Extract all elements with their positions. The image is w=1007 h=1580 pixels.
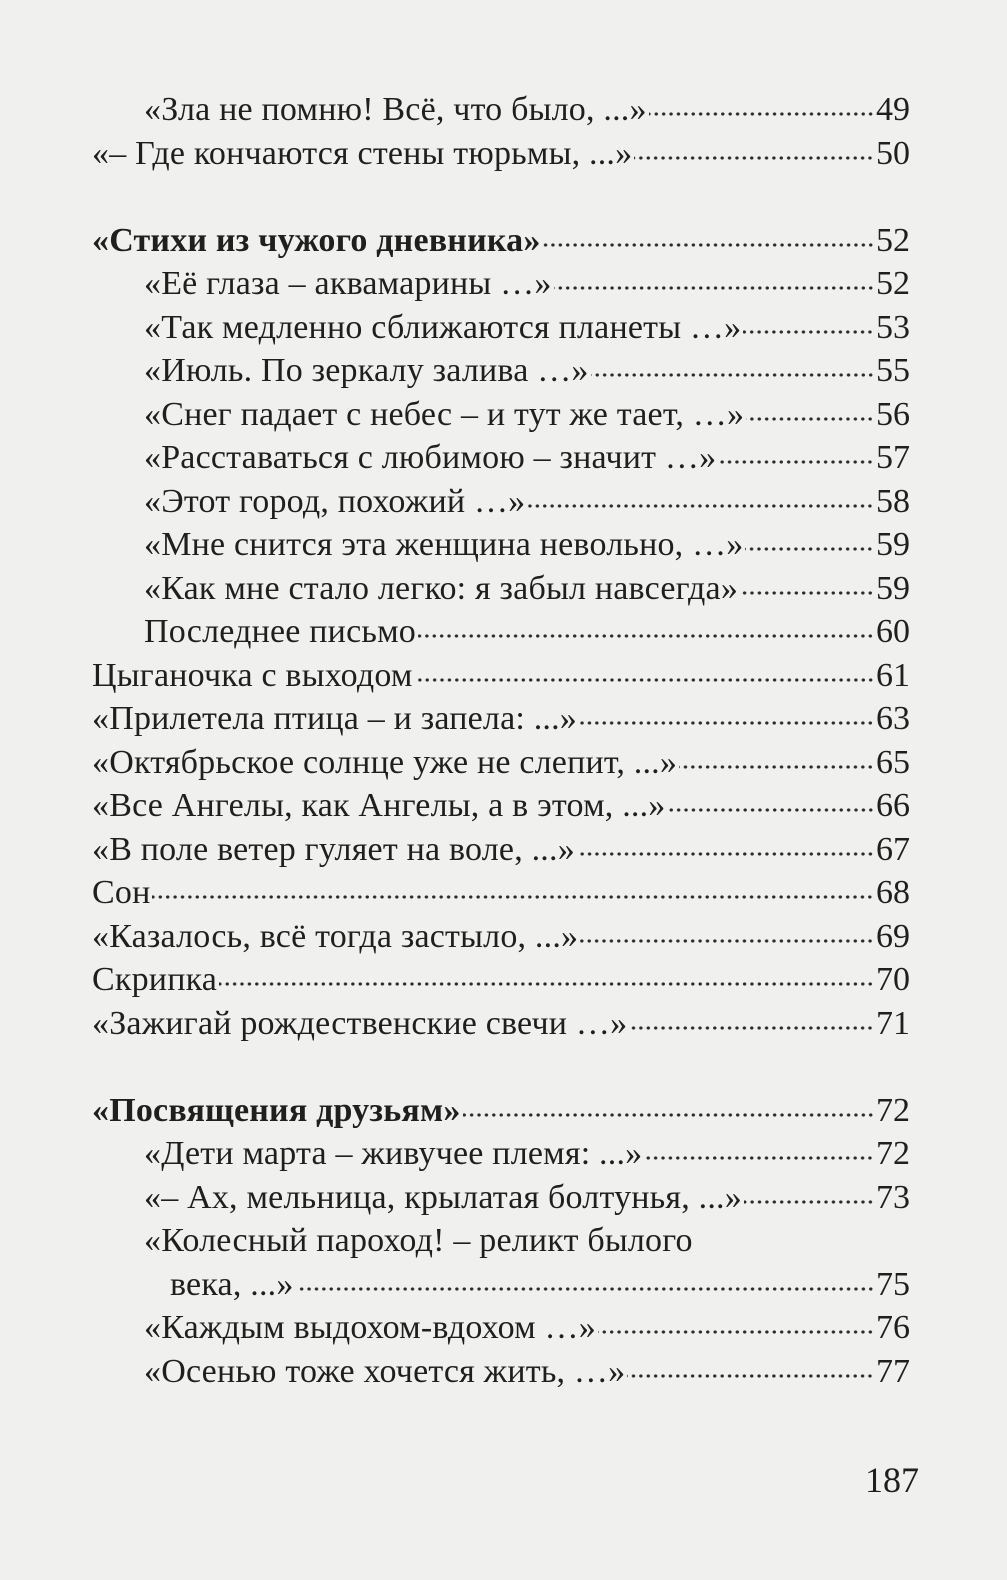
toc-entry-title: Скрипка bbox=[92, 961, 218, 998]
toc-entry bbox=[92, 1306, 910, 1350]
toc-entry bbox=[92, 306, 910, 350]
dot-leader bbox=[746, 415, 874, 423]
toc-entry bbox=[92, 828, 910, 872]
toc-entry-page: 59 bbox=[876, 569, 910, 607]
toc-entry bbox=[92, 132, 910, 176]
toc-entry-page: 58 bbox=[876, 482, 910, 520]
dot-leader bbox=[644, 1154, 874, 1162]
toc-section-heading bbox=[92, 219, 910, 263]
toc-entry-page: 56 bbox=[876, 395, 910, 433]
toc-entry bbox=[92, 1002, 910, 1046]
toc-entry-page: 67 bbox=[876, 830, 910, 868]
toc-entry-title: «Июль. По зеркалу залива …» bbox=[144, 352, 589, 389]
toc-entry-title: «Зажигай рождественские свечи …» bbox=[92, 1004, 628, 1042]
toc-entry-title: Последнее письмо bbox=[144, 613, 416, 650]
toc-entry bbox=[92, 610, 910, 654]
toc-entry-page: 50 bbox=[876, 134, 910, 172]
toc-entry bbox=[92, 654, 910, 698]
toc-entry bbox=[92, 1132, 910, 1176]
toc-entry bbox=[92, 958, 910, 1002]
toc-entry bbox=[92, 915, 910, 959]
toc-entry-continuation bbox=[92, 1263, 910, 1307]
toc-entry bbox=[92, 741, 910, 785]
toc-entry-page: 55 bbox=[876, 352, 910, 389]
toc-entry-title: века, ...» bbox=[170, 1265, 294, 1303]
toc-entry-title: «Расставаться с любимою – значит …» bbox=[144, 439, 717, 476]
table-of-contents bbox=[92, 88, 910, 1393]
dot-leader bbox=[743, 328, 874, 336]
toc-entry-page: 53 bbox=[876, 308, 910, 346]
toc-entry-page: 70 bbox=[876, 961, 910, 998]
toc-entry-title: «Дети марта – живучее племя: ...» bbox=[144, 1135, 643, 1172]
toc-entry-title: «Её глаза – аквамарины …» bbox=[144, 265, 552, 302]
toc-entry-title: «– Ах, мельница, крылатая болтунья, ...» bbox=[144, 1178, 742, 1216]
dot-leader bbox=[296, 1285, 874, 1293]
toc-entry-title: «Казалось, всё тогда застыло, ...» bbox=[92, 917, 579, 955]
toc-entry bbox=[92, 436, 910, 480]
toc-entry-title: «Мне снится эта женщина невольно, …» bbox=[144, 526, 744, 563]
dot-leader bbox=[668, 806, 875, 814]
toc-entry-title: «Все Ангелы, как Ангелы, а в этом, ...» bbox=[92, 787, 666, 824]
toc-entry bbox=[92, 523, 910, 567]
dot-leader bbox=[591, 371, 874, 379]
dot-leader bbox=[543, 241, 874, 249]
dot-leader bbox=[579, 719, 874, 727]
toc-entry-title: «Осенью тоже хочется жить, …» bbox=[144, 1352, 626, 1390]
toc-entry-page: 68 bbox=[876, 874, 910, 911]
toc-entry-title: «Посвящения друзьям» bbox=[92, 1091, 461, 1129]
toc-entry-title: «Стихи из чужого дневника» bbox=[92, 221, 541, 259]
toc-entry-page: 63 bbox=[876, 700, 910, 737]
toc-entry-page: 49 bbox=[876, 91, 910, 128]
toc-entry-page: 75 bbox=[876, 1265, 910, 1303]
toc-entry-title: «Как мне стало легко: я забыл навсегда» bbox=[144, 569, 739, 607]
dot-leader bbox=[627, 1372, 874, 1380]
toc-entry-title: «– Где кончаются стены тюрьмы, ...» bbox=[92, 134, 633, 172]
toc-entry-title: «Снег падает с небес – и тут же тает, …» bbox=[144, 395, 745, 433]
toc-entry-title: «Этот город, похожий …» bbox=[144, 482, 526, 520]
dot-leader bbox=[554, 284, 874, 292]
toc-entry bbox=[92, 480, 910, 524]
toc-entry-page: 52 bbox=[876, 265, 910, 302]
toc-entry bbox=[92, 88, 910, 132]
toc-entry-title: «Прилетела птица – и запела: ...» bbox=[92, 700, 578, 737]
toc-entry-title: «Зла не помню! Всё, что было, ...» bbox=[144, 91, 647, 128]
toc-entry-page: 72 bbox=[876, 1135, 910, 1172]
toc-entry-page: 72 bbox=[876, 1091, 910, 1129]
toc-entry-page: 61 bbox=[876, 656, 910, 694]
toc-entry-page: 52 bbox=[876, 221, 910, 259]
dot-leader bbox=[577, 850, 874, 858]
dot-leader bbox=[527, 502, 874, 510]
toc-entry-title: «В поле ветер гуляет на воле, ...» bbox=[92, 830, 575, 868]
toc-entry-page: 76 bbox=[876, 1309, 910, 1346]
toc-entry bbox=[92, 567, 910, 611]
dot-leader bbox=[744, 1198, 874, 1206]
dot-leader bbox=[634, 154, 874, 162]
dot-leader bbox=[415, 676, 874, 684]
dot-leader bbox=[418, 632, 874, 640]
toc-entry-title: Сон bbox=[92, 874, 151, 911]
toc-entry-title: Цыганочка с выходом bbox=[92, 656, 413, 694]
dot-leader bbox=[152, 893, 874, 901]
dot-leader bbox=[679, 763, 874, 771]
toc-entry bbox=[92, 784, 910, 828]
toc-entry-title: «Колесный пароход! – реликт былого bbox=[144, 1222, 693, 1259]
toc-entry-title: «Каждым выдохом-вдохом …» bbox=[144, 1309, 596, 1346]
toc-entry-title: «Октябрьское солнце уже не слепит, ...» bbox=[92, 743, 678, 781]
dot-leader bbox=[463, 1111, 874, 1119]
dot-leader bbox=[745, 545, 874, 553]
toc-section-heading bbox=[92, 1089, 910, 1133]
toc-entry bbox=[92, 393, 910, 437]
toc-entry-page: 57 bbox=[876, 439, 910, 476]
toc-entry bbox=[92, 697, 910, 741]
dot-leader bbox=[598, 1328, 874, 1336]
dot-leader bbox=[718, 458, 874, 466]
toc-entry-page: 77 bbox=[876, 1352, 910, 1390]
toc-entry bbox=[92, 871, 910, 915]
toc-entry-title: «Так медленно сближаются планеты …» bbox=[144, 308, 742, 346]
toc-entry-page: 65 bbox=[876, 743, 910, 781]
dot-leader bbox=[629, 1024, 874, 1032]
dot-leader bbox=[580, 937, 874, 945]
toc-entry bbox=[92, 1176, 910, 1220]
toc-entry bbox=[92, 1350, 910, 1394]
toc-entry bbox=[92, 349, 910, 393]
toc-entry bbox=[92, 262, 910, 306]
toc-entry-page: 73 bbox=[876, 1178, 910, 1216]
toc-entry-page: 71 bbox=[876, 1004, 910, 1042]
toc-entry-page: 69 bbox=[876, 917, 910, 955]
toc-entry-page: 60 bbox=[876, 613, 910, 650]
page-number: 187 bbox=[865, 1460, 919, 1500]
dot-leader bbox=[740, 589, 874, 597]
toc-entry-first-line bbox=[92, 1219, 910, 1263]
dot-leader bbox=[649, 110, 874, 118]
dot-leader bbox=[219, 980, 874, 988]
toc-entry-page: 66 bbox=[876, 787, 910, 824]
toc-entry-page: 59 bbox=[876, 526, 910, 563]
